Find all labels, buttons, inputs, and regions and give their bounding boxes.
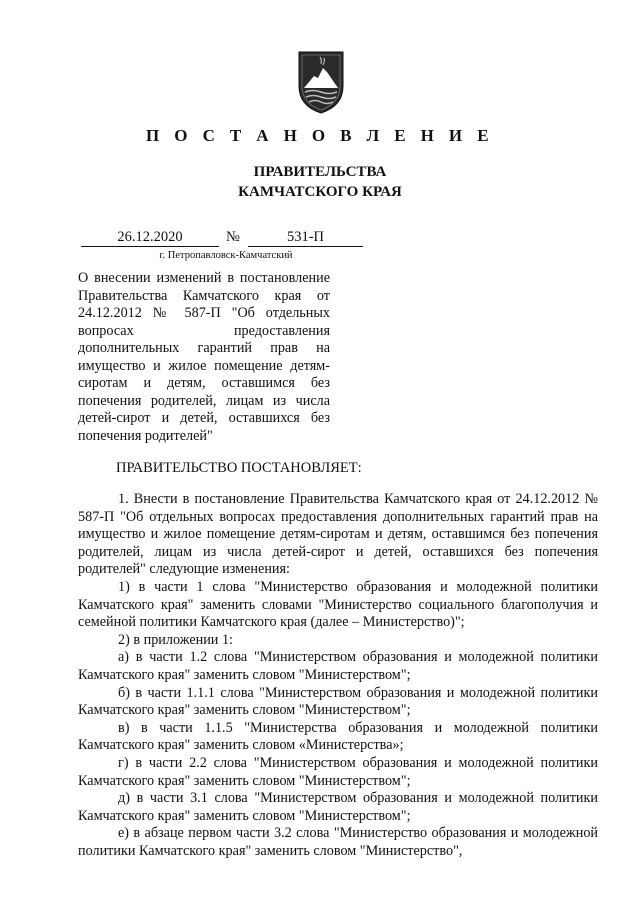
document-type-title: П О С Т А Н О В Л Е Н И Е [146,126,494,145]
number-sign: № [226,229,240,245]
authority-line: КАМЧАТСКОГО КРАЯ [238,184,402,200]
body-paragraph: а) в части 1.2 слова "Министерством образования и молодежной политики Камчатского края" заменить словом "Министерством"; [78,649,598,683]
date-number-row [81,227,371,249]
body-paragraph: в) в части 1.1.5 "Министерства образования и молодежной политики Камчатского края" заменить словом «Министерства»; [78,719,598,754]
body-paragraph: б) в части 1.1.1 слова "Министерством образования и молодежной политики Камчатского края" заменить словом "Министерством"; [78,684,598,719]
authority-line: ПРАВИТЕЛЬСТВА [253,164,387,180]
document-number: 531-П [286,229,325,245]
issuing-authority [0,162,640,202]
body-paragraph: 2) в приложении 1: [118,631,233,648]
body-paragraph: е) в абзаце первом части 3.2 слова "Министерство образования и молодежной политики Камчатского края" заменить словом "Министерство", [78,825,598,859]
issue-place: г. Петропавловск-Камчатский [159,250,293,261]
number-underline [248,246,363,247]
date-underline [81,246,219,247]
document-subject: О внесении изменений в постановление Правительства Камчатского края от 24.12.2012 № 587-П "Об отдельных вопросах предоставления дополнительных гарантий прав на имущество и жилое помещение детям-сиротам и детям, оставшимся без попечения родителей, лицам из числа детей-сирот и детей, оставшихся без попечения родителей" [78,270,330,444]
kamchatka-coat-of-arms-icon [296,48,346,114]
document-date: 26.12.2020 [117,229,183,245]
body-paragraph: д) в части 3.1 слова "Министерством образования и молодежной политики Камчатского края" заменить словом "Министерством"; [78,790,598,824]
body-paragraph: 1) в части 1 слова "Министерство образования и молодежной политики Камчатского края" заменить словами "Министерство социального благополучия и семейной политики Камчатского края (далее – Министерство)"; [78,578,598,631]
body-paragraph: г) в части 2.2 слова "Министерством образования и молодежной политики Камчатского края" заменить словом "Министерством"; [78,754,598,789]
document-body [78,491,598,860]
body-paragraph: 1. Внести в постановление Правительства Камчатского края от 24.12.2012 № 587-П "Об отдельных вопросах предоставления дополнительных гарантий прав на имущество и жилое помещение детям-сиротам и детям, оставшимся без попечения родителей, лицам из числа детей-сирот и детей, оставшихся без попечения родителей" следующие изменения: [78,491,598,578]
decree-statement: ПРАВИТЕЛЬСТВО ПОСТАНОВЛЯЕТ: [116,460,362,476]
